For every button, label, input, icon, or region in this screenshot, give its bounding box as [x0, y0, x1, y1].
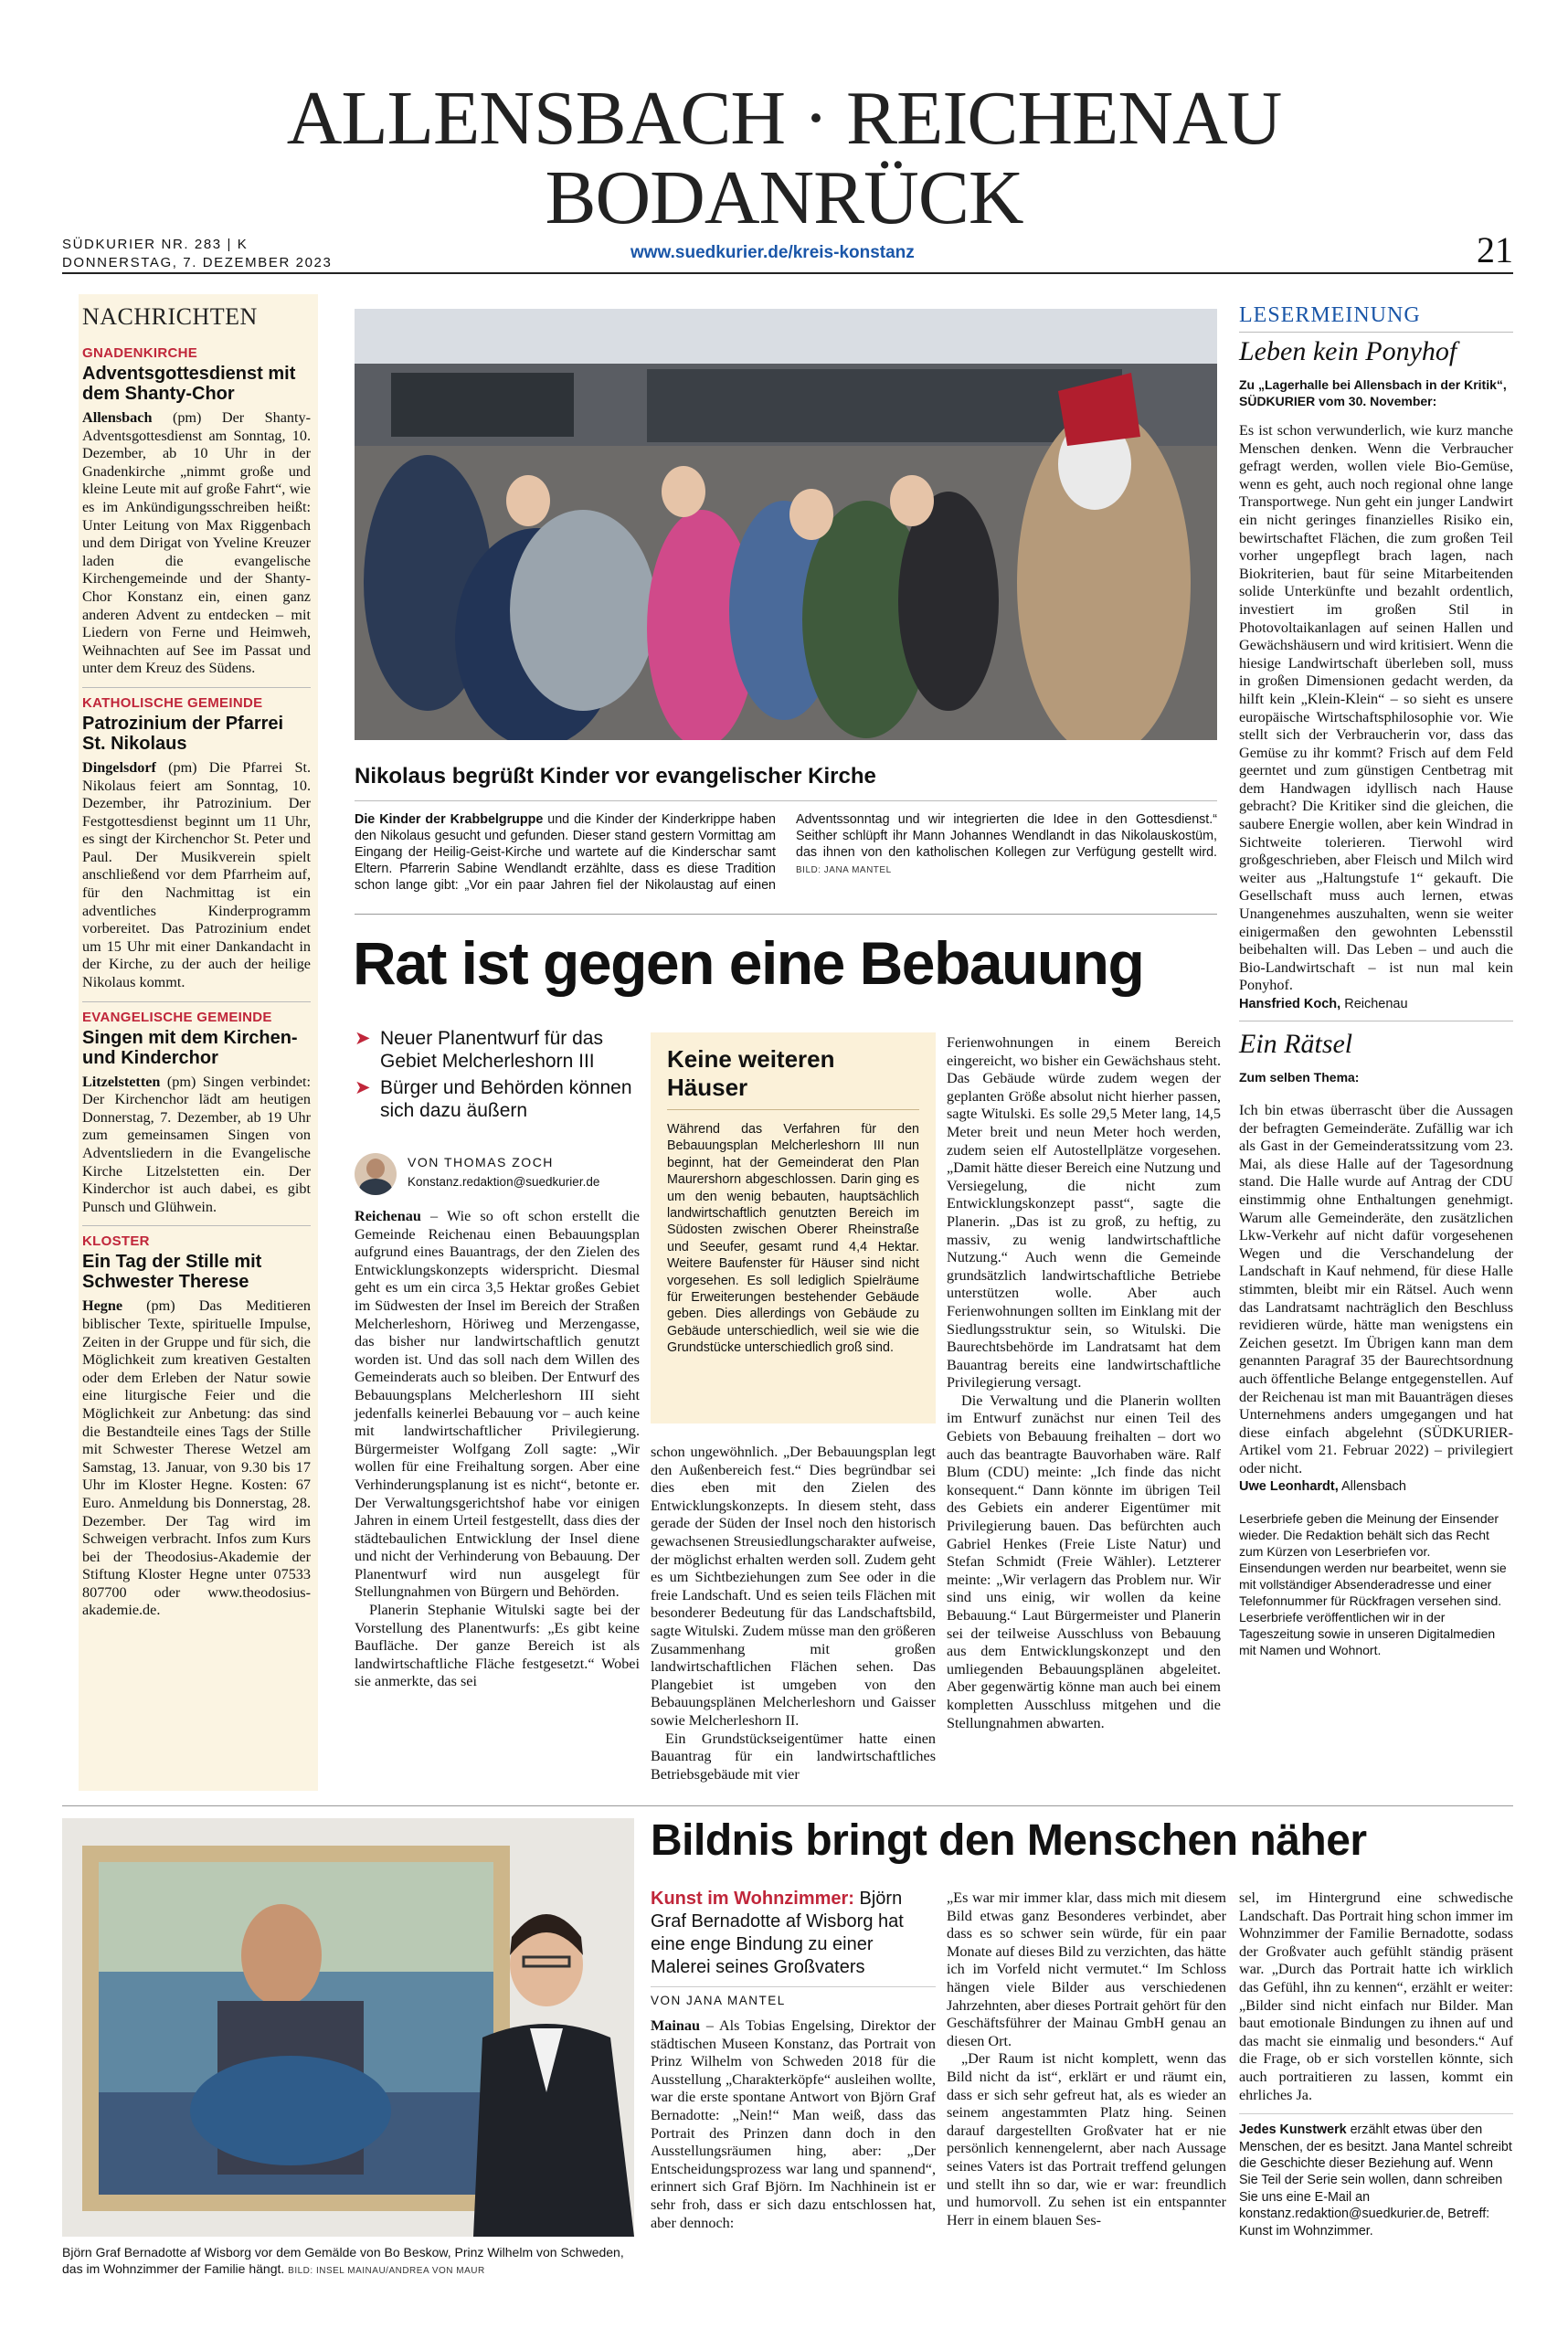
- nikolaus-photo-graphic: [355, 309, 1217, 740]
- bottom-column-3: [1239, 1889, 1513, 2239]
- news-body: (pm) Der Shanty-Adventsgottesdienst am Sonntag, 10. Dezember, ab 10 Uhr in der Gnadenkirche „nimmt große und kleine Leute mit auf große Fahrt“, wie es im Ankündigungsschreiben heißt: Unter Leitung von Max Riggenbach und dem Dirigat von Yveline Kreuzer laden die evangelische Kirchengemeinde und der Shanty-Chor Konstanz ein, einen ganz anderen Advent zu entdecken – mit Liedern von Ferne und Heimweh, Weihnachten auf See im Passat und unter dem Kreuz des Südens.: [82, 409, 311, 677]
- news-text: [82, 1297, 311, 1620]
- info-box-title: Keine weiteren Häuser: [667, 1045, 919, 1110]
- main-lead: Reichenau: [355, 1208, 421, 1224]
- author-avatar: [355, 1153, 397, 1195]
- main-paragraph: Die Verwaltung und die Planerin wollten im Entwurf zunächst nur einen Teil des Gebiets von Bebauung freihalten – dort wo auch das beantragte Bauvorhaben wäre. Ralf Blum (CDU) meinte: „Ich finde das nicht konsequent.“ Dann könnte im übrigen Teil des Gebiets ein anderer Eigentümer mit Privilegierung bauen. Das befürchten auch Gabriel Henkes (Freie Liste Natur) und Stefan Schmidt (Freie Wähler). Letzterer meinte: „Wir verlagern das Problem nur. Wir sind uns einig, wir wollen da keine Bebauung.“ Laut Bürgermeister und Planerin sei der teilweise Ausschluss von Bebauung aus dem Entwicklungskonzept und den umliegenden Bebauungsplänen abgeleitet. Aber gegenwärtig könne man auch bei einem kompletten Ausschluss mitgehen und die Stellungnahmen abwarten.: [947, 1392, 1221, 1731]
- edition-info: [62, 236, 332, 272]
- bottom-body: – Als Tobias Engelsing, Direktor der städtischen Museen Konstanz, das Portrait von Prinz Wilhelm von Schweden 2018 für die Ausstellung „Charakterköpfe“ ausleihen wollte, war die erste spontane Antwort von Björn Graf Bernadotte: „Nein!“ Man weiß, dass das Portrait des Prinzen dann doch in den Ausstellungsräumen hing, aber: „Der Entscheidungsprozess war lang und spannend“, erinnert sich Graf Björn. Im Nachhinein ist er sehr froh, dass er sich dazu entschlossen hat, aber dennoch:: [651, 2017, 936, 2231]
- photo-story-lead: Die Kinder der Krabbelgruppe: [355, 812, 544, 827]
- photo-story-headline: Nikolaus begrüßt Kinder vor evangelischer Kirche: [355, 764, 876, 788]
- photo-credit: BILD: JANA MANTEL: [796, 865, 892, 875]
- photo-story-rule: [355, 800, 1217, 801]
- subhead-text: Björn Graf Bernadotte af Wisborg hat eine enge Bindung zu einer Malerei seines Großvaters: [651, 1889, 904, 1977]
- series-lead: Jedes Kunstwerk: [1239, 2122, 1347, 2138]
- author-email[interactable]: Konstanz.redaktion@suedkurier.de: [408, 1175, 600, 1189]
- main-paragraph: Ferienwohnungen in einem Bereich eingereicht, wo bisher ein Gewächshaus steht. Das Gebäude würde zudem wegen der geplanten Größe absolut nicht hierher passen, sagte Witulski. Es solle 29,5 Meter lang, 14,5 Meter breit und neun Meter hoch werden, zudem seien elf Autostellplätze vorgesehen. „Damit hätte dieser Bereich eine Nutzung und Versiegelung, die nicht zum Entwicklungskonzept passt“, sagte die Planerin. „Das ist zu groß, zu heftig, zu massiv, zu wenig landwirtschaftliche Nutzung.“ Auch wenn die Gemeinde grundsätzlich landwirtschaftliche Betriebe unterstützen wolle. Aber auch Ferienwohnungen sollten im Einklang mit der Siedlungsstruktur sein, so Witulski. Die Baurechtsbehörde im Landratsamt hat dem Bauantrag bereits eine landwirtschaftliche Privilegierung versagt.: [947, 1034, 1221, 1392]
- letter-title: Ein Rätsel: [1239, 1029, 1353, 1059]
- edition-number: SÜDKURIER NR. 283 | K: [62, 237, 249, 252]
- main-paragraph: Planerin Stephanie Witulski sagte bei der Vorstellung des Planentwurfs: „Es gibt keine Baufläche. Der ganze Bereich ist als landwirtschaftliche Fläche festgesetzt.“ Wobei sie anmerkte, das sei: [355, 1602, 640, 1690]
- series-divider: [1239, 2113, 1513, 2114]
- bottom-paragraph: „Es war mir immer klar, dass mich mit diesem Bild etwas ganz Besonderes verbindet, aber dass es so schwer sein würde, für ein paar Monate auf dieses Bild zu verzichten, das hätte ich im Vorfeld nicht vermutet.“ Im Schloss hängen viele Bilder aus verschiedenen Jahrzehnten, aber dieses Portrait gehört für den Geschäftsführer der Mainau GmbH genau an diesen Ort.: [947, 1889, 1226, 2049]
- news-item: [82, 1225, 311, 1620]
- letter-reference: Zum selben Thema:: [1239, 1070, 1360, 1085]
- news-item: [82, 687, 311, 992]
- portrait-credit: BILD: INSEL MAINAU/ANDREA VON MAUR: [288, 2266, 485, 2276]
- photo-story-body-1: und die Kinder der Kinderkrippe haben den Nikolaus gesucht und gefunden. Dieser stand gestern Vormittag am Eingang der Heilig-Geist-Kirche und wartete auf die Kinderschar samt Eltern. Pfarrerin Sabine Wendlandt erzählte, dass es diese Tradition schon lange: [355, 812, 777, 893]
- bottom-paragraph: „Der Raum ist nicht komplett, wenn das Bild nicht da ist“, erklärt er und räumt ein, dass er sich sehr gefreut hat, als es wieder an seinem angestammten Platz hing. Seinen darauf dargestellten Großvater hat er nie persönlich kennengelernt, aber nach Aussage seines Vaters ist das Portrait treffend gelungen und stellt ihn so dar, wie er war: freundlich und humorvoll. Zu sehen ist ein entspannter Herr in einem blauen Ses-: [947, 2050, 1226, 2228]
- bottom-paragraph: [651, 2017, 936, 2232]
- photo-story-text: [355, 811, 1217, 894]
- bottom-subhead: [651, 1888, 936, 1979]
- news-text: [82, 759, 311, 992]
- news-text: [82, 1074, 311, 1217]
- news-lead: Dingelsdorf: [82, 758, 156, 776]
- bottom-paragraph: sel, im Hintergrund eine schwedische Landschaft. Das Portrait hing schon immer im Wohnzimmer der Familie Bernadotte, sodass der Großvater auch gefühlt ständig präsent war. „Durch das Portrait hatte ich wirklich das Gefühl, ihn zu kennen“, erzählt er weiter: „Bilder sind nicht einfach nur Bilder. Man baut emotionale Bindungen zu ihnen auf und das macht sie einmalig und besonders.“ Auf die Frage, ob er sich vorstellen könnte, sich auch portraitieren zu lassen, kommt ein ehrliches Ja.: [1239, 1889, 1513, 2103]
- section-rule: [62, 1805, 1513, 1806]
- letters-header: LESERMEINUNG: [1239, 303, 1513, 333]
- news-kicker: EVANGELISCHE GEMEINDE: [82, 1009, 272, 1025]
- bottom-column-1: [651, 2017, 936, 2232]
- main-paragraph: schon ungewöhnlich. „Der Bebauungsplan legt den Außenbereich fest.“ Dies begründbar sei dies eben mit den Zielen des Entwicklungskonzepts. In diesem steht, dass gerade der Süden der Insel noch den historisch gewachsenen Streusiedlungscharakter aufweise, der möglichst erhalten werden soll. Zudem geht es um Sichtbeziehungen zum See oder in die freie Landschaft. Und es seien teils Flächen mit besonderer Bedeutung für das Landschaftsbild, sagte Witulski. Zudem müsse man den größeren Zusammenhang mit großen landwirtschaftlichen Flächen sehen. Das Plangebiet ist umgeben von den Bebauungsplänen Melcherleshorn und Gaisser sowie Melcherleshorn II.: [651, 1444, 936, 1729]
- main-paragraph: Ein Grundstückseigentümer hatte einen Bauantrag für ein landwirtschaftliches Betriebsgebäude mit vier: [651, 1730, 936, 1783]
- main-column-2: [651, 1444, 936, 1783]
- author-block: [355, 1153, 640, 1199]
- arrow-icon: ➤: [355, 1077, 371, 1098]
- news-title: Singen mit dem Kirchen- und Kinderchor: [82, 1027, 298, 1068]
- author-name: VON THOMAS ZOCH: [408, 1155, 554, 1170]
- website-url[interactable]: www.suedkurier.de/kreis-konstanz: [630, 243, 915, 262]
- nikolaus-photo: [355, 309, 1217, 740]
- news-title: Adventsgottesdienst mit dem Shanty-Chor: [82, 364, 296, 404]
- letter-title: Leben kein Ponyhof: [1239, 336, 1457, 366]
- news-lead: Allensbach: [82, 409, 153, 426]
- letter-author-place: Reichenau: [1340, 997, 1408, 1011]
- info-box: [651, 1032, 936, 1424]
- letter-author: [1239, 1479, 1513, 1494]
- subhead-text: Neuer Planentwurf für das Gebiet Melcherleshorn III: [380, 1028, 603, 1072]
- letters-column: [1239, 303, 1513, 1658]
- main-paragraph: [355, 1208, 640, 1602]
- main-headline: Rat ist gegen eine Bebauung: [353, 929, 1144, 997]
- subhead-kicker: Kunst im Wohnzimmer:: [651, 1889, 854, 1909]
- news-item: [82, 1001, 311, 1217]
- bottom-author: VON JANA MANTEL: [651, 1994, 786, 2007]
- letter-text: Es ist schon verwunderlich, wie kurz manche Menschen denken. Wenn die Verbraucher gefragt werden, wollen viele Bio-Gemüse, wenn es geht, auch noch regional ohne lange Transportwege. Nun geht ein junger Landwirt ein nicht geringes finanzielles Risiko ein, bewirtschaftet Flächen, die zum großen Teil vorher ungepflegt brach lagen, nach Biokriterien, baut für seine Mitarbeitenden solide Unterkünfte und bezahlt ordentlich, investiert im großen Stil in Photovoltaikanlagen auf seinen Hallen und Gewächshäusern und wird kritisiert. Wenn die hiesige Landwirtschaft überleben soll, muss in großen Dimensionen gedacht werden, da hilft kein „Klein-Klein“ – so sieht es unsere europäische Wirtschaftsphilosophie vor. Wie stellt sich der Verbraucherin vor, dass das Gemüse zu ihr kommt? Frisch auf dem Feld geerntet und zum günstigen Centbetrag mit dem Handwagen idyllisch nach Hause gebracht? Die Kritiker sind die gleichen, die saubere Energie wollen, aber kein Windrad in Sichtweite tolerieren. Tierwohl wird großgeschrieben, aber Fleisch und Milch wird weiter aus „Haltungstufe 1“ gekauft. Die Gesellschaft muss auch lernen, etwas Unangenehmes auszuhalten, wenn sie weiter einigermaßen den gewohnten Lebensstil beibehalten will. Das Leben – und auch die Bio-Landwirtschaft – ist nun mal kein Ponyhof.: [1239, 422, 1513, 994]
- news-title: Patrozinium der Pfarrei St. Nikolaus: [82, 713, 284, 754]
- news-body: (pm) Singen verbindet: Der Kirchenchor lädt am heutigen Donnerstag, 7. Dezember, ab 19 Uhr zum gemeinsamen Singen von Adventsliedern in die Evangelische Kirche Litzelstetten ein. Der Kinderchor ist auch dabei, es gibt Punsch und Glühwein.: [82, 1073, 311, 1215]
- info-box-text: Während das Verfahren für den Bebauungsplan Melcherleshorn III nun beginnt, hat der Gemeinderat den Plan Maurershorn abgeschlossen. Darin ging es um den wenig bebauten, hauptsächlich landwirtschaftlich genutzten Bereich im Südosten zwischen Oberer Rheinstraße und Seeufer, gesamt rund 4,4 Hektar. Weitere Baufenster für Häuser sind nicht vorgesehen. Es soll lediglich Spielräume für Erweiterungen bestehender Gebäude geben. Dies allerdings von Gebäude zu Gebäude unterschiedlich, weil sie wie die Grundstücke unterschiedlich groß sind.: [667, 1122, 919, 1356]
- caption-text: Björn Graf Bernadotte af Wisborg vor dem Gemälde von Bo Beskow, Prinz Wilhelm von Schweden, das im Wohnzimmer der Familie hängt.: [62, 2245, 624, 2276]
- main-column-1: [355, 1208, 640, 1691]
- series-note: [1239, 2122, 1513, 2239]
- letters-note: Leserbriefe geben die Meinung der Einsender wieder. Die Redaktion behält sich das Recht zum Kürzen von Leserbriefen vor. Einsendungen werden nur bearbeitet, wenn sie mit vollständiger Absenderadresse und einer Telefonnummer für Rückfragen versehen sind. Leserbriefe veröffentlichen wir in der Tageszeitung sowie in unseren Digitalmedien mit Namen und Wohnort.: [1239, 1511, 1507, 1658]
- main-column-3: [947, 1034, 1221, 1732]
- news-lead: Litzelstetten: [82, 1073, 161, 1090]
- photo-story-body-2: gibt: „Vor ein paar Jahren fiel der Nikolaustag auf einen Adventssonntag und wir integrierten die Idee in den Gottesdienst.“ Seither schlüpft ihr Mann Johannes Wendlandt in das Nikolauskostüm, das ihnen von den katholischen Kollegen zur Verfügung gestellt wird.: [433, 812, 1217, 893]
- photo-story-bottom-rule: [355, 914, 1217, 915]
- bottom-headline: Bildnis bringt den Menschen näher: [651, 1816, 1367, 1865]
- subhead-text: Bürger und Behörden können sich dazu äußern: [380, 1077, 632, 1121]
- masthead: [0, 76, 1568, 240]
- news-body: (pm) Das Meditieren biblischer Texte, spirituelle Impulse, Zeiten in der Gruppe und für sich, die Möglichkeit zum kreativen Gestalten oder dem Erleben der Natur sowie eine liturgische Feier und die Möglichkeit zur Anbetung: das sind die Bestandteile eines Tags der Stille mit Schwester Therese Wetzel am Samstag, 13. Januar, von 9.30 bis 17 Uhr im Kloster Hegne. Kosten: 67 Euro. Anmeldung bis Donnerstag, 28. Dezember. Der Tag wird im Schweigen verbracht. Infos zum Kurs bei der Theodosius-Akademie der Stiftung Kloster Hegne unter 07533 807700 oder www.theodosius-akademie.de.: [82, 1297, 311, 1619]
- page-number: 21: [1477, 229, 1513, 270]
- news-kicker: GNADENKIRCHE: [82, 345, 198, 361]
- arrow-icon: ➤: [355, 1028, 371, 1049]
- letter-author-place: Allensbach: [1338, 1479, 1406, 1495]
- news-kicker: KLOSTER: [82, 1233, 150, 1250]
- subhead-bullet: [355, 1076, 640, 1122]
- masthead-line2: BODANRÜCK: [545, 155, 1023, 240]
- header-rule: [62, 272, 1513, 274]
- masthead-line1: ALLENSBACH · REICHENAU: [286, 76, 1282, 161]
- bottom-lead: Mainau: [651, 2017, 700, 2034]
- news-item: [82, 345, 311, 678]
- letter-author: [1239, 997, 1513, 1011]
- letter-author-name: Hansfried Koch,: [1239, 997, 1341, 1011]
- bottom-column-2: [947, 1889, 1226, 2229]
- portrait-photo-graphic: [62, 1818, 634, 2237]
- news-header: NACHRICHTEN: [82, 303, 258, 330]
- subhead-bullet: [355, 1027, 640, 1073]
- news-lead: Hegne: [82, 1297, 123, 1315]
- portrait-photo: [62, 1818, 634, 2237]
- main-subheads: [355, 1027, 640, 1122]
- news-title: Ein Tag der Stille mit Schwester Therese: [82, 1252, 262, 1293]
- portrait-caption: [62, 2244, 634, 2280]
- series-text: erzählt etwas über den Menschen, der es besitzt. Jana Mantel schreibt die Geschichte dieser Beziehung auf. Wenn Sie Teil der Serie sein wollen, dann schreiben Sie uns eine E-Mail an konstanz.redaktion@suedkurier.de, Betreff: Kunst im Wohnzimmer.: [1239, 2122, 1512, 2238]
- bottom-author-rule: [651, 1986, 936, 1987]
- letter-author-name: Uwe Leonhardt,: [1239, 1479, 1339, 1495]
- letter-text: Ich bin etwas überrascht über die Aussagen der befragten Gemeinderäte. Zufällig war ich als Gast in der Gemeinderatssitzung vom 23. Mai, als diese Halle auf der Tagesordnung stand. Die Halle wurde auf Antrag der CDU einstimmig ohne Enthaltungen genehmigt. Warum alle Gemeinderäte, den zusätzlichen Lkw-Verkehr auf nicht dafür vorgesehenen Wegen und die Verschandelung der Landschaft in Kauf nehmend, für diese Halle stimmten, bleibt mir ein Rätsel. Auch wenn das Landratsamt nachträglich den Beschluss revidieren würde, hätte man wenigstens ein Zeichen gesetzt. Im Übrigen kann man dem genannten Paragraf 35 der Baurechtsordnung auch öffentliche Belange entgegenstellen. Auf der Reichenau ist man mit Bauanträgen dieses Unternehmens anders umgegangen und hat diese einfach abgelehnt (SÜDKURIER-Artikel vom 21. Februar 2022) – privilegiert oder nicht.: [1239, 1102, 1513, 1476]
- news-body: (pm) Die Pfarrei St. Nikolaus feiert am Sonntag, 10. Dezember, ihr Patrozinium. Der Festgottesdienst beginnt um 11 Uhr, es singt der Kirchenchor St. Peter und Paul. Der Musikverein spielt anschließend vor dem Pfarrheim auf, für den Nachmittag ist ein adventliches Kinderprogramm vorbereitet. Das Patrozinium endet um 15 Uhr mit einer Dankandacht in der Kirche, zu der auch der heilige Nikolaus kommt.: [82, 758, 311, 991]
- edition-date: DONNERSTAG, 7. DEZEMBER 2023: [62, 255, 333, 270]
- news-text: [82, 409, 311, 678]
- letter-reference: Zu „Lagerhalle bei Allensbach in der Kritik“, SÜDKURIER vom 30. November:: [1239, 377, 1507, 408]
- main-body: – Wie so oft schon erstellt die Gemeinde Reichenau einen Bebauungsplan aufgrund eines Bauantrags, der den Zielen des Entwicklungskonzepts widerspricht. Diesmal geht es um ein circa 3,5 Hektar großes Gebiet im Südwesten der Insel im Bereich der Straßen Melcherleshorn, Höriweg und Merzengasse, das bisher nur landwirtschaftlich genutzt worden ist. Und das soll nach dem Willen des Gemeinderats auch so bleiben. Der Entwurf des Bebauungsplans Melcherleshorn III sieht jedenfalls keinerlei Bebauung vor – auch keine mit landwirtschaftlicher Privilegierung. Bürgermeister Wolfgang Zoll sagte: „Wir wollen für eine Freihaltung sorgen. Aber eine Verhinderungsplanung ist es nicht“, betonte er. Der Verwaltungsgerichtshof habe vor einigen Jahren in einem Urteil festgestellt, dass dies der städtebaulichen Entwicklung der Insel diene und nicht der Verhinderung von Bebauung. Der Planentwurf wird nun ausgelegt für Stellungnahmen von Bürgern und Behörden.: [355, 1208, 640, 1601]
- news-list: [82, 345, 311, 1620]
- news-kicker: KATHOLISCHE GEMEINDE: [82, 694, 263, 711]
